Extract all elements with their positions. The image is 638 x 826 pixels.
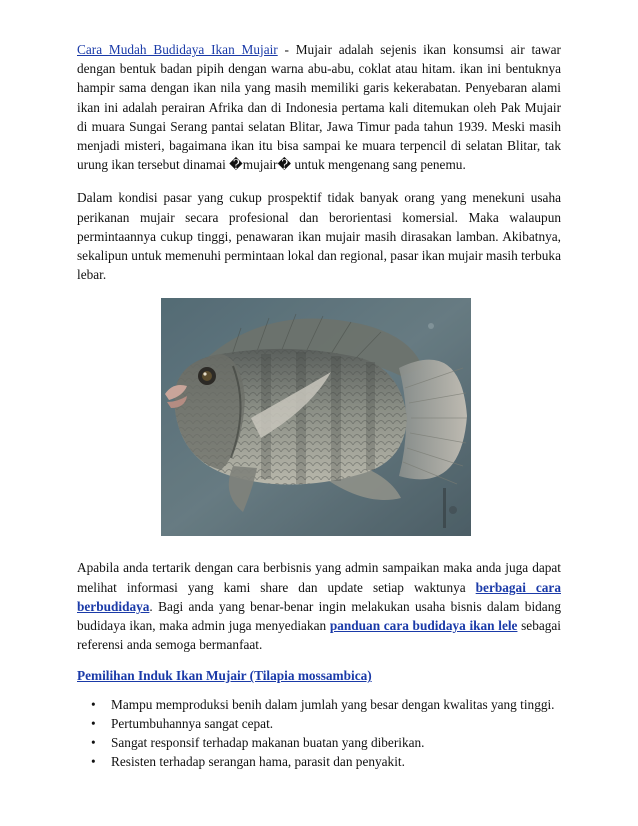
bullet-icon: • (91, 735, 96, 751)
intro-text: - Mujair adalah sejenis ikan konsumsi air tawar dengan bentuk badan pipih dengan warna abu-abu, coklat atau hitam. ikan ini bentuknya hampir sama dengan ikan nila yang masih memiliki garis kekerabatan. Penyebaran alami ikan ini adalah perairan Afrika dan di Indonesia pertama kali ditemukan oleh Pak Mujair di muara Sungai Serang pantai selatan Blitar, Jawa Timur pada tahun 1939. Meski masih menjadi misteri, bagaimana ikan itu bisa sampai ke muara terpencil di selatan Blitar, tak urung ikan tersebut dinamai �mujair� untuk mengenang sang penemu. (77, 42, 561, 173)
fish-illustration (161, 298, 471, 536)
list-item (77, 733, 561, 752)
info-text-3: sebagai referensi anda semoga bermanfaat. (77, 618, 561, 653)
berbudidaya-link[interactable]: berbagai cara berbudidaya (77, 579, 561, 614)
induk-heading-link[interactable]: Pemilihan Induk Ikan Mujair (Tilapia mossambica) (77, 668, 372, 684)
info-text-1: Apabila anda tertarik dengan cara berbisnis yang admin sampaikan maka anda juga dapat melihat informasi yang kami share dan update setiap waktunya (77, 560, 561, 595)
list-item (77, 752, 561, 771)
list-item (77, 695, 561, 714)
lele-guide-link[interactable]: panduan cara budidaya ikan lele (329, 618, 518, 634)
bullet-icon: • (91, 696, 96, 712)
bullet-icon: • (91, 715, 96, 731)
section-heading (77, 666, 561, 685)
title-link[interactable]: Cara Mudah Budidaya Ikan Mujair (77, 42, 278, 57)
info-paragraph (77, 558, 561, 654)
list-item-text: Resisten terhadap serangan hama, parasit dan penyakit. (111, 754, 405, 770)
bullet-icon: • (91, 754, 96, 770)
info-text-2: . Bagi anda yang benar-benar ingin melakukan usaha bisnis dalam bidang budidaya ikan, maka admin juga menyediakan (77, 598, 561, 634)
market-paragraph: Dalam kondisi pasar yang cukup prospektif tidak banyak orang yang menekuni usaha perikanan mujair secara profesional dan berorientasi komersial. Maka walaupun permintaannya cukup tinggi, penawaran ikan mujair masih dirasakan lamban. Akibatnya, sekalipun untuk memenuhi permintaan lokal dan regional, pasar ikan mujair masih terbuka lebar. (77, 190, 561, 283)
list-item (77, 714, 561, 733)
intro-paragraph (77, 40, 561, 174)
mujair-fish-photo (161, 298, 471, 536)
list-item-text: Sangat responsif terhadap makanan buatan yang diberikan. (111, 735, 425, 751)
document-page (77, 40, 561, 771)
criteria-list (77, 695, 561, 772)
list-item-text: Pertumbuhannya sangat cepat. (111, 715, 274, 731)
list-item-text: Mampu memproduksi benih dalam jumlah yang besar dengan kwalitas yang tinggi. (111, 696, 555, 712)
